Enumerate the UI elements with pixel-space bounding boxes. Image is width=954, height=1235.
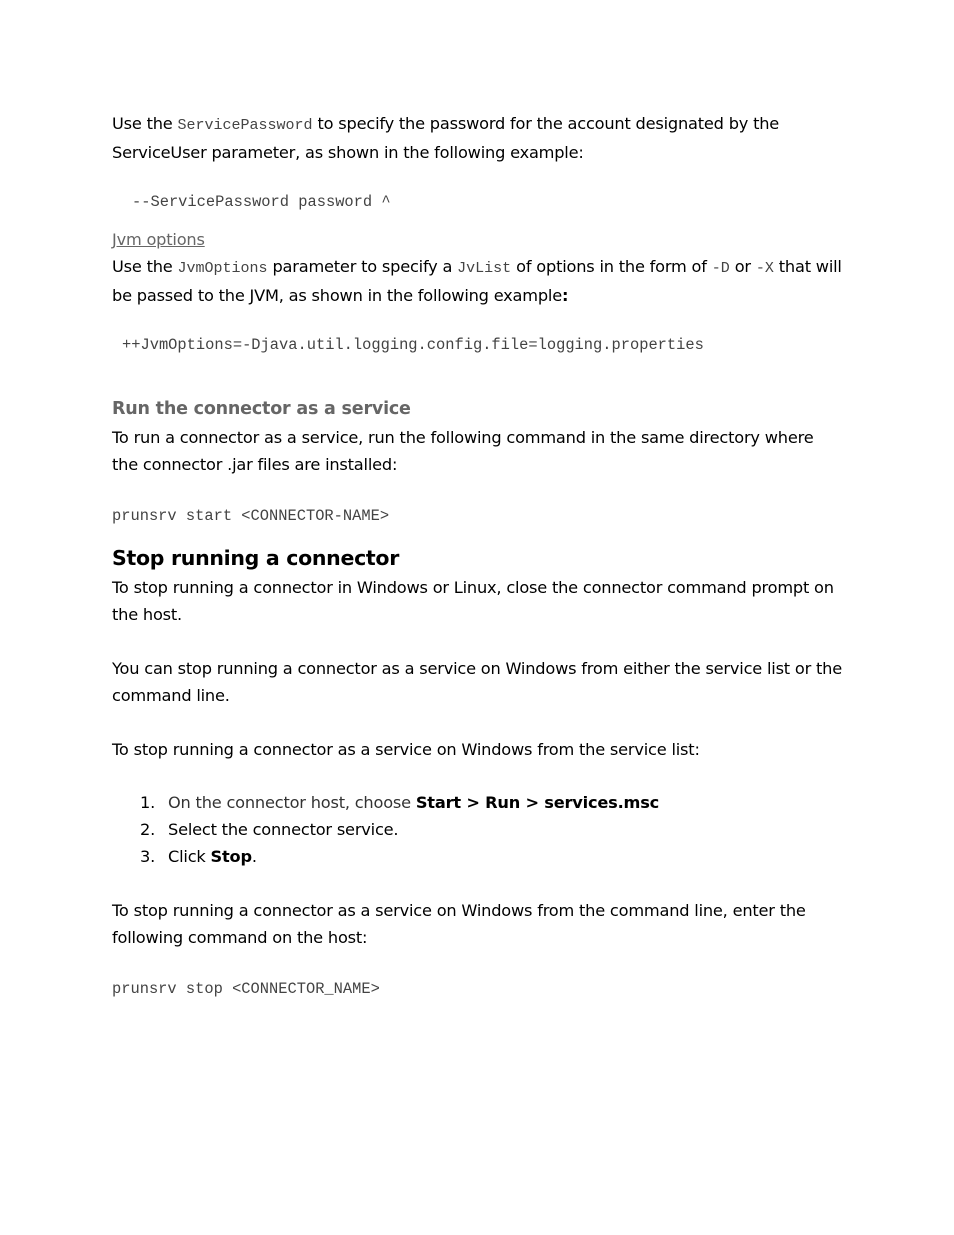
inline-code: -X: [755, 260, 774, 277]
run-as-service-command: prunsrv start <CONNECTOR-NAME>: [112, 507, 390, 525]
stop-paragraph-2: You can stop running a connector as a service on Windows from either the service list or the command line.: [112, 659, 842, 705]
list-item: [112, 789, 842, 816]
colon: :: [561, 286, 569, 305]
stop-connector-heading: Stop running a connector: [112, 546, 400, 570]
run-as-service-heading: Run the connector as a service: [112, 399, 411, 419]
service-password-example: --ServicePassword password ^: [132, 193, 391, 211]
step-text: On the connector host, choose: [168, 793, 411, 812]
list-item: [112, 843, 842, 870]
text: to specify the password for the account designated by the ServiceUser parameter, as shown in the following example:: [112, 114, 780, 162]
text: or: [734, 257, 751, 276]
jvm-options-link[interactable]: Jvm options: [112, 230, 205, 249]
inline-code: JvList: [457, 260, 512, 277]
stop-steps-list: [112, 789, 842, 870]
text: that will be passed to the JVM, as shown in the following example: [112, 257, 842, 305]
jvm-options-example: ++JvmOptions=-Djava.util.logging.config.file=logging.properties: [122, 336, 704, 354]
stop-paragraph-3: To stop running a connector as a service on Windows from the service list:: [112, 740, 700, 759]
text: of options in the form of: [516, 257, 707, 276]
stop-paragraph-1: To stop running a connector in Windows or Linux, close the connector command prompt on the host.: [112, 578, 834, 624]
text: Use the: [112, 257, 173, 276]
inline-code: ServicePassword: [177, 117, 313, 134]
service-password-paragraph: [112, 110, 842, 166]
text: parameter to specify a: [272, 257, 453, 276]
step-bold-text: Start > Run > services.msc: [415, 793, 660, 812]
step-bold-text: Stop: [210, 847, 252, 866]
stop-command: prunsrv stop <CONNECTOR_NAME>: [112, 980, 380, 998]
step-text: Click: [168, 847, 206, 866]
inline-code: JvmOptions: [177, 260, 268, 277]
stop-paragraph-4: To stop running a connector as a service on Windows from the command line, enter the following command on the host:: [112, 901, 806, 947]
list-number: 1.: [140, 793, 156, 812]
step-text: Select the connector service.: [168, 820, 399, 839]
step-punctuation: .: [251, 847, 257, 866]
list-item: [112, 816, 842, 843]
list-number: 2.: [140, 820, 156, 839]
text: Use the: [112, 114, 173, 133]
jvm-options-paragraph: [112, 253, 842, 309]
inline-code: -D: [711, 260, 730, 277]
list-number: 3.: [140, 847, 156, 866]
run-as-service-paragraph: To run a connector as a service, run the following command in the same directory where the connector .jar files are installed:: [112, 428, 814, 474]
